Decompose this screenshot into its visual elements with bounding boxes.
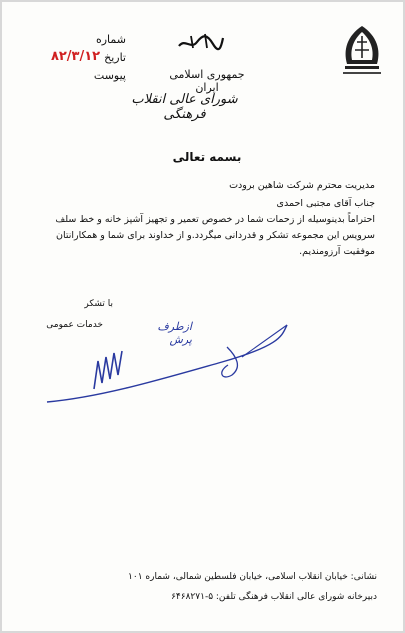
- letter-meta: [16, 28, 126, 82]
- republic-title: جمهوری اسلامی ایران: [169, 68, 245, 94]
- attachment-row: [16, 64, 126, 82]
- footer-address: نشانی: خیابان انقلاب اسلامی، خیابان فلسطین شمالی، شماره ۱۰۱: [128, 572, 377, 582]
- footer-phone: دبیرخانه شورای عالی انقلاب فرهنگی تلفن: ۵-۶۴۶۸۲۷۱: [171, 592, 377, 602]
- department-text: خدمات عمومی: [46, 320, 103, 330]
- recipient-line-1: مدیریت محترم شرکت شاهین برودت: [229, 180, 375, 191]
- basmala: بسمه تعالی: [172, 150, 242, 164]
- date-label: تاریخ: [104, 51, 126, 64]
- attachment-label: پیوست: [93, 69, 126, 82]
- date-row: [16, 46, 126, 64]
- council-emblem-icon: [337, 22, 387, 84]
- number-row: [16, 28, 126, 46]
- signature-icon: [42, 317, 292, 412]
- date-value: ۸۲/۳/۱۲: [50, 49, 101, 64]
- council-title: شورای عالی انقلاب فرهنگی: [131, 92, 238, 122]
- letter-paragraph: احتراماً بدینوسیله از زحمات شما در خصوص تعمیر و تجهیز آشپز خانه و خط سلف سرویس این مجموعه تشکر و قدردانی میگردد.و از خداوند برای شما و همکارانتان موفقیت آرزومندیم.: [55, 214, 375, 257]
- handwritten-signer: ازطرف پرش: [157, 320, 192, 346]
- recipient-line-2: جناب آقای مجتبی احمدی: [276, 198, 375, 209]
- closing-text: با تشکر: [84, 299, 113, 309]
- header-calligraphy: [177, 30, 225, 54]
- number-label: شماره: [95, 33, 126, 46]
